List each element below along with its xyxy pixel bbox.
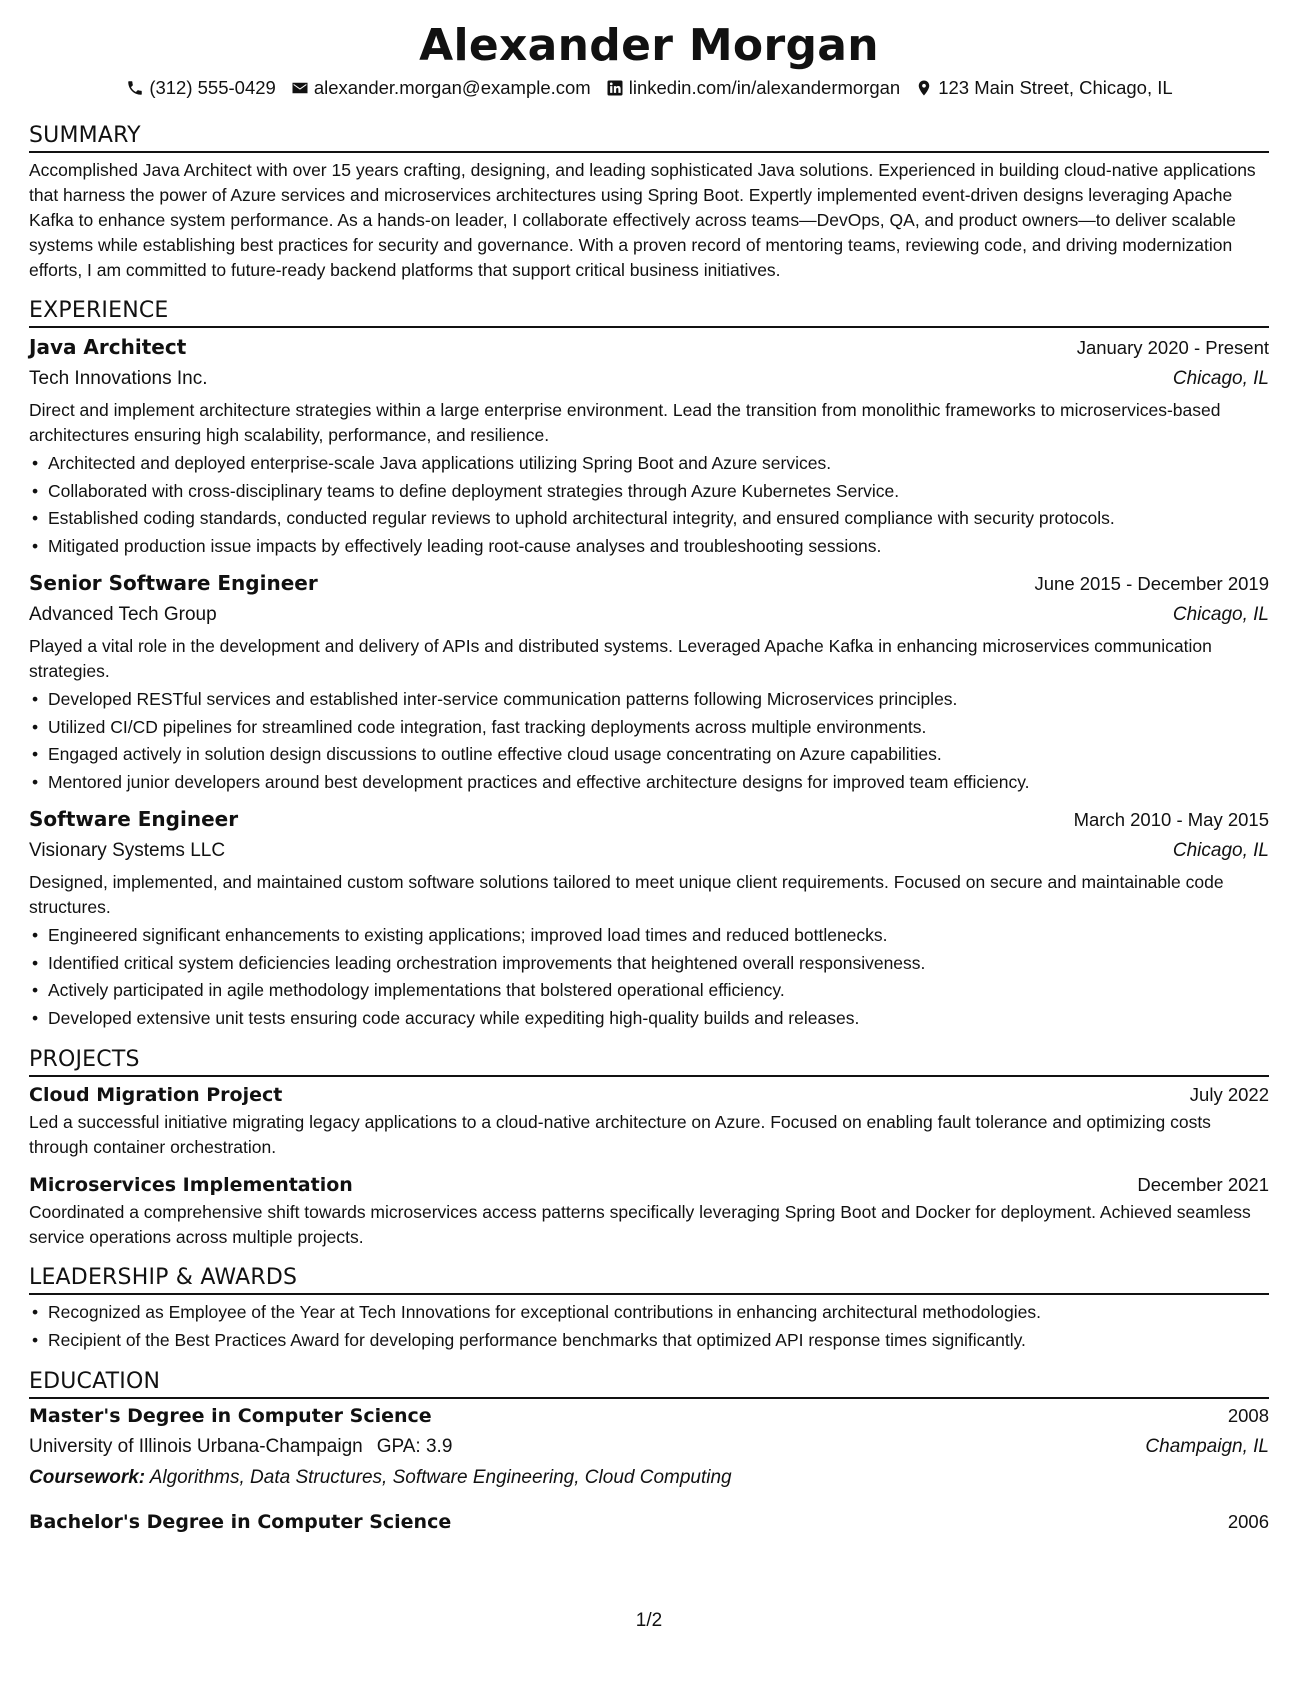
job-company: Tech Innovations Inc.: [29, 368, 208, 389]
school-location: Champaign, IL: [1145, 1436, 1269, 1457]
job-description: Designed, implemented, and maintained custom software solutions tailored to meet unique client requirements. Focused on secure and maintainable code structures.: [29, 872, 1224, 917]
envelope-icon: [290, 78, 310, 98]
project-entry: [29, 1170, 1269, 1250]
experience-section: [29, 297, 1269, 1032]
page-number: 1/2: [635, 1610, 663, 1631]
job-bullets: [29, 450, 1269, 560]
degree-year: 2006: [1227, 1511, 1269, 1532]
resume-page: [29, 18, 1269, 1537]
job-dates: January 2020 - Present: [1076, 337, 1269, 358]
list-item: • Collaborated with cross-disciplinary teams to define deployment strategies through Azure Kubernetes Service.: [29, 478, 1269, 506]
project-description: Led a successful initiative migrating legacy applications to a cloud-native architecture on Azure. Focused on enabling fault tolerance and optimizing costs through container orchestration.: [29, 1112, 1211, 1157]
project-date: July 2022: [1189, 1084, 1269, 1105]
linkedin-link[interactable]: linkedin.com/in/alexandermorgan: [628, 77, 901, 98]
project-title: Cloud Migration Project: [29, 1084, 283, 1106]
list-item: • Recipient of the Best Practices Award for developing performance benchmarks that optimized API response times significantly.: [29, 1327, 1269, 1355]
job-location: Chicago, IL: [1172, 604, 1269, 625]
leadership-bullets: [29, 1299, 1269, 1354]
list-item: • Actively participated in agile methodology implementations that bolstered operational efficiency.: [29, 977, 1269, 1005]
school-name: University of Illinois Urbana-Champaign: [29, 1436, 363, 1457]
section-title-experience: EXPERIENCE: [29, 297, 1269, 328]
education-section: [29, 1368, 1269, 1537]
project-description: Coordinated a comprehensive shift towards microservices access patterns specifically leveraging Spring Boot and Docker for deployment. Achieved seamless service operations across multiple projects.: [29, 1202, 1251, 1247]
list-item: • Architected and deployed enterprise-scale Java applications utilizing Spring Boot and Azure services.: [29, 450, 1269, 478]
linkedin-icon: [605, 78, 625, 98]
candidate-name: Alexander Morgan: [419, 20, 879, 71]
degree-title: Master's Degree in Computer Science: [29, 1405, 432, 1427]
job-description: Played a vital role in the development and delivery of APIs and distributed systems. Leveraged Apache Kafka in enhancing microservices communication strategies.: [29, 636, 1212, 681]
job-dates: March 2010 - May 2015: [1073, 809, 1269, 830]
list-item: • Identified critical system deficiencies leading orchestration improvements that heightened overall responsiveness.: [29, 950, 1269, 978]
job-company: Advanced Tech Group: [29, 604, 217, 625]
list-item: • Recognized as Employee of the Year at Tech Innovations for exceptional contributions in enhancing architectural methodologies.: [29, 1299, 1269, 1327]
contact-email[interactable]: [290, 74, 591, 102]
job-entry: [29, 332, 1269, 560]
coursework-list: Algorithms, Data Structures, Software Engineering, Cloud Computing: [149, 1467, 732, 1488]
phone-text: (312) 555-0429: [149, 77, 276, 98]
projects-section: [29, 1046, 1269, 1250]
address-text: 123 Main Street, Chicago, IL: [938, 77, 1173, 98]
project-date: December 2021: [1137, 1174, 1269, 1195]
degree-title: Bachelor's Degree in Computer Science: [29, 1511, 452, 1533]
school-line: [29, 1431, 452, 1463]
phone-icon: [125, 78, 145, 98]
summary-text: Accomplished Java Architect with over 15 years crafting, designing, and leading sophisticated Java solutions. Experienced in building cloud-native applications that harness the power of Azure services and microservices architectures using Spring Boot. Expertly implemented event-driven designs leveraging Apache Kafka to enhance system performance. As a hands-on leader, I collaborate effectively across teams—DevOps, QA, and product owners—to deliver scalable systems while establishing best practices for security and governance. With a proven record of mentoring teams, reviewing code, and driving modernization efforts, I am committed to future-ready backend platforms that support critical business initiatives.: [29, 160, 1256, 280]
list-item: • Engineered significant enhancements to existing applications; improved load times and reduced bottlenecks.: [29, 922, 1269, 950]
list-item: • Developed RESTful services and established inter-service communication patterns following Microservices principles.: [29, 686, 1269, 714]
degree-year: 2008: [1227, 1405, 1269, 1426]
job-location: Chicago, IL: [1172, 840, 1269, 861]
list-item: • Developed extensive unit tests ensuring code accuracy while expediting high-quality builds and releases.: [29, 1005, 1269, 1033]
coursework-label: Coursework:: [29, 1467, 146, 1488]
job-entry: [29, 568, 1269, 796]
job-description: Direct and implement architecture strategies within a large enterprise environment. Lead the transition from monolithic frameworks to microservices-based architectures ensuring high scalability, performance, and resilience.: [29, 400, 1221, 445]
job-bullets: [29, 686, 1269, 796]
section-title-summary: SUMMARY: [29, 122, 1269, 153]
section-title-leadership: LEADERSHIP & AWARDS: [29, 1264, 1269, 1295]
contact-bar: [29, 74, 1269, 102]
job-location: Chicago, IL: [1172, 368, 1269, 389]
email-link[interactable]: alexander.morgan@example.com: [313, 77, 591, 98]
contact-linkedin[interactable]: [605, 74, 900, 102]
list-item: • Engaged actively in solution design discussions to outline effective cloud usage concentrating on Azure capabilities.: [29, 741, 1269, 769]
list-item: • Utilized CI/CD pipelines for streamlined code integration, fast tracking deployments across multiple environments.: [29, 714, 1269, 742]
gpa-value: GPA: 3.9: [376, 1436, 453, 1457]
summary-section: [29, 122, 1269, 283]
list-item: • Established coding standards, conducted regular reviews to uphold architectural integrity, and ensured compliance with security protocols.: [29, 505, 1269, 533]
job-company: Visionary Systems LLC: [29, 840, 226, 861]
project-entry: [29, 1080, 1269, 1160]
education-entry: [29, 1401, 1269, 1493]
job-entry: [29, 804, 1269, 1032]
project-title: Microservices Implementation: [29, 1174, 353, 1196]
section-title-projects: PROJECTS: [29, 1046, 1269, 1077]
map-marker-icon: [914, 78, 934, 98]
contact-address: [914, 74, 1172, 102]
job-title: Senior Software Engineer: [29, 571, 318, 595]
coursework-line: [29, 1463, 1269, 1493]
leadership-section: [29, 1264, 1269, 1354]
contact-phone: [125, 74, 276, 102]
list-item: • Mentored junior developers around best development practices and effective architecture designs for improved team efficiency.: [29, 769, 1269, 797]
job-title: Java Architect: [29, 335, 187, 359]
job-bullets: [29, 922, 1269, 1032]
education-entry: [29, 1507, 1269, 1537]
job-dates: June 2015 - December 2019: [1034, 573, 1269, 594]
section-title-education: EDUCATION: [29, 1368, 1269, 1399]
list-item: • Mitigated production issue impacts by effectively leading root-cause analyses and troubleshooting sessions.: [29, 533, 1269, 561]
job-title: Software Engineer: [29, 807, 239, 831]
